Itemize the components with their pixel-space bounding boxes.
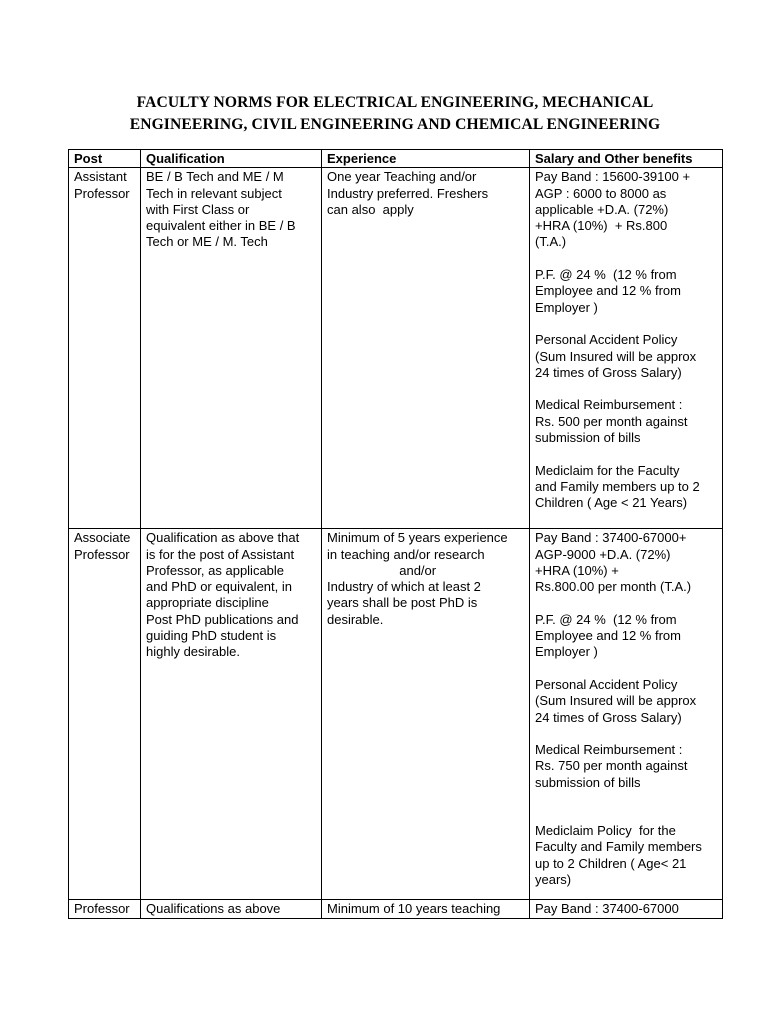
- cell-line: years shall be post PhD is: [327, 595, 478, 611]
- cell-line: P.F. @ 24 % (12 % from: [535, 267, 677, 283]
- cell-line: Industry preferred. Freshers: [327, 185, 489, 201]
- cell-line: is for the post of Assistant: [146, 546, 295, 562]
- cell-line: Qualifications as above: [146, 901, 281, 917]
- cell-line: P.F. @ 24 % (12 % from: [535, 611, 677, 627]
- cell-line: Employee and 12 % from: [535, 628, 681, 644]
- cell-line: Minimum of 10 years teaching: [327, 901, 501, 917]
- cell-experience: [322, 168, 530, 529]
- cell-line: Employer ): [535, 644, 598, 660]
- cell-line: up to 2 Children ( Age< 21: [535, 855, 687, 871]
- cell-line: Faculty and Family members: [535, 839, 702, 855]
- cell-line: and/or: [327, 562, 437, 578]
- cell-line: Mediclaim for the Faculty: [535, 462, 680, 478]
- cell-line: Rs.800.00 per month (T.A.): [535, 579, 692, 595]
- cell-qualification: [141, 529, 322, 900]
- cell-line: (Sum Insured will be approx: [535, 348, 697, 364]
- cell-line: in teaching and/or research: [327, 546, 485, 562]
- table-row: [69, 529, 723, 900]
- cell-line: Post PhD publications and: [146, 611, 299, 627]
- cell-line: Qualification as above that: [146, 530, 300, 546]
- cell-line: AGP-9000 +D.A. (72%): [535, 546, 671, 562]
- header-qualification: Qualification: [141, 150, 322, 168]
- cell-qualification: [141, 900, 322, 918]
- cell-line: Employee and 12 % from: [535, 283, 681, 299]
- salary-block-pf: [535, 612, 717, 661]
- cell-line: with First Class or: [146, 201, 250, 217]
- table-header-row: [69, 150, 723, 168]
- cell-line: Medical Reimbursement :: [535, 742, 683, 758]
- cell-line: Tech in relevant subject: [146, 185, 282, 201]
- cell-line: highly desirable.: [146, 644, 240, 660]
- document-title: [68, 92, 722, 136]
- cell-salary: [530, 900, 723, 918]
- title-line: ENGINEERING, CIVIL ENGINEERING AND CHEMICAL ENGINEERING: [129, 116, 661, 133]
- header-post: Post: [69, 150, 141, 168]
- cell-line: Industry of which at least 2: [327, 579, 481, 595]
- cell-line: and PhD or equivalent, in: [146, 579, 292, 595]
- cell-line: Children ( Age < 21 Years): [535, 495, 688, 511]
- salary-block-pay: [535, 169, 717, 250]
- cell-line: AGP : 6000 to 8000 as: [535, 185, 667, 201]
- cell-qualification: [141, 168, 322, 529]
- cell-line: 24 times of Gross Salary): [535, 364, 682, 380]
- cell-line: Rs. 750 per month against: [535, 758, 688, 774]
- cell-line: Tech or ME / M. Tech: [146, 234, 268, 250]
- cell-line: Rs. 500 per month against: [535, 413, 688, 429]
- cell-experience: [322, 900, 530, 918]
- header-experience: Experience: [322, 150, 530, 168]
- cell-line: Personal Accident Policy: [535, 676, 678, 692]
- cell-line: One year Teaching and/or: [327, 169, 477, 185]
- cell-line: desirable.: [327, 611, 384, 627]
- cell-post: [69, 529, 141, 900]
- cell-line: Pay Band : 37400-67000: [535, 901, 679, 917]
- cell-line: appropriate discipline: [146, 595, 269, 611]
- cell-line: guiding PhD student is: [146, 628, 277, 644]
- cell-line: Medical Reimbursement :: [535, 397, 683, 413]
- salary-block-mediclaim: [535, 463, 717, 512]
- cell-line: equivalent either in BE / B: [146, 218, 296, 234]
- cell-line: Minimum of 5 years experience: [327, 530, 508, 546]
- cell-line: submission of bills: [535, 430, 641, 446]
- salary-block-mediclaim: [535, 823, 717, 888]
- cell-line: can also apply: [327, 201, 414, 217]
- cell-line: (T.A.): [535, 234, 567, 250]
- cell-line: +HRA (10%) +: [535, 562, 619, 578]
- cell-line: +HRA (10%) + Rs.800: [535, 218, 668, 234]
- cell-salary: [530, 529, 723, 900]
- cell-line: Assistant: [74, 169, 127, 185]
- table-row: [69, 168, 723, 529]
- cell-line: (Sum Insured will be approx: [535, 693, 697, 709]
- cell-line: Pay Band : 15600-39100 +: [535, 169, 691, 185]
- cell-line: Mediclaim Policy for the: [535, 823, 676, 839]
- salary-block-pay: [535, 530, 717, 595]
- cell-post: [69, 168, 141, 529]
- cell-line: submission of bills: [535, 774, 641, 790]
- cell-line: Associate: [74, 530, 131, 546]
- cell-line: Employer ): [535, 299, 598, 315]
- cell-line: applicable +D.A. (72%): [535, 201, 669, 217]
- cell-line: Professor: [74, 546, 130, 562]
- salary-block-medical: [535, 397, 717, 446]
- cell-line: 24 times of Gross Salary): [535, 709, 682, 725]
- cell-line: Personal Accident Policy: [535, 332, 678, 348]
- cell-line: and Family members up to 2: [535, 478, 700, 494]
- cell-line: Professor, as applicable: [146, 562, 285, 578]
- table-row: [69, 900, 723, 918]
- cell-line: Professor: [74, 185, 130, 201]
- header-salary: Salary and Other benefits: [530, 150, 723, 168]
- cell-line: years): [535, 871, 572, 887]
- salary-block-pf: [535, 267, 717, 316]
- salary-block-accident-policy: [535, 677, 717, 726]
- cell-salary: [530, 168, 723, 529]
- cell-line: Pay Band : 37400-67000+: [535, 530, 687, 546]
- salary-block-medical: [535, 742, 717, 791]
- title-line: FACULTY NORMS FOR ELECTRICAL ENGINEERING, MECHANICAL: [136, 94, 654, 111]
- cell-line: Professor: [74, 901, 130, 917]
- faculty-norms-table: [68, 149, 723, 919]
- cell-post: [69, 900, 141, 918]
- salary-block-accident-policy: [535, 332, 717, 381]
- cell-line: BE / B Tech and ME / M: [146, 169, 284, 185]
- cell-experience: [322, 529, 530, 900]
